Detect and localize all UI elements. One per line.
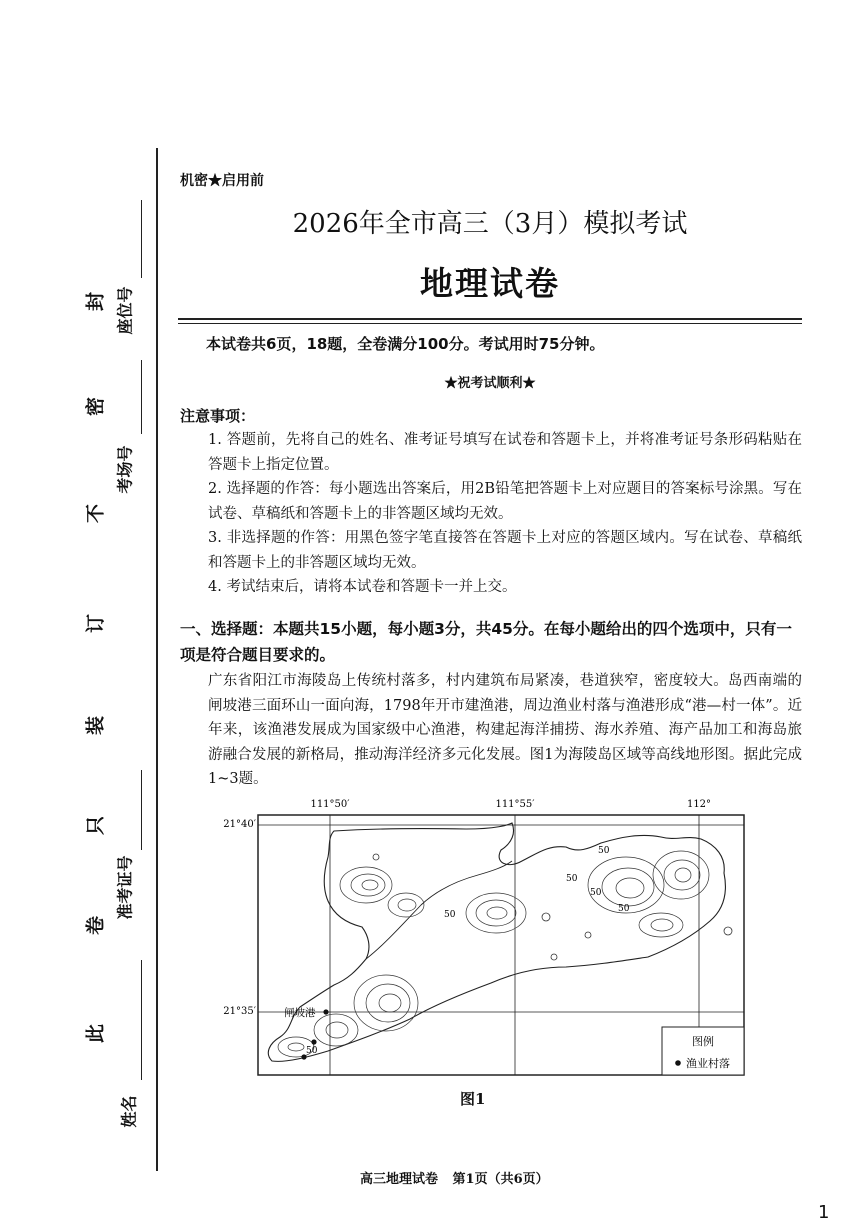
ticket-number-blank[interactable] — [141, 770, 142, 850]
title-divider — [178, 323, 802, 324]
contour-label: 50 — [598, 846, 610, 856]
ticket-number-label: 准考证号 — [115, 855, 135, 920]
name-label: 姓名 — [119, 1095, 139, 1128]
confidential-mark: 机密★启用前 — [180, 173, 264, 189]
longitude-label: 111°50′ — [310, 799, 350, 810]
page-number: 1 — [818, 1202, 830, 1223]
notice-item — [180, 428, 802, 477]
contour-label: 50 — [566, 874, 578, 884]
margin-seal-char: 卷 — [84, 916, 107, 936]
seat-number-blank[interactable] — [141, 200, 142, 278]
exam-info: 本试卷共6页，18题，全卷满分100分。考试用时75分钟。 — [206, 335, 605, 353]
harbor-label: 闸坡港 — [284, 1007, 316, 1019]
exam-title: 2026年全市高三（3月）模拟考试 — [292, 209, 688, 239]
section-heading: 一、选择题：本题共15小题，每小题3分，共45分。在每小题给出的四个选项中，只有一项是符合题目要求的。 — [180, 620, 792, 664]
notice-item-text: 2. 选择题的作答：每小题选出答案后，用2B铅笔把答题卡上对应题目的答案标号涂黑。写在试卷、草稿纸和答题卡上的非答题区域均无效。 — [208, 481, 802, 522]
notice-item-text: 4. 考试结束后，请将本试卷和答题卡一并上交。 — [208, 579, 517, 595]
title-divider — [178, 318, 802, 320]
contour-label: 50 — [618, 904, 630, 914]
notice-title: 注意事项： — [180, 407, 256, 425]
margin-seal-char: 装 — [84, 716, 107, 736]
contour-hill-northwest — [340, 867, 424, 917]
good-luck-text: ★祝考试顺利★ — [444, 376, 536, 391]
passage-text: 广东省阳江市海陵岛上传统村落多，村内建筑布局紧凑，巷道狭窄，密度较大。岛西南端的闸坡港三面环山一面向海，1798年开市建渔港，周边渔业村落与渔港形成“港—村一体”。近年来，该渔港发展成为国家级中心渔港，构建起海洋捕捞、海水养殖、海产品加工和海岛旅游融合发展的新格局，推动海洋经济多元化发展。图1为海陵岛区域等高线地形图。据此完成1~3题。 — [208, 673, 802, 787]
figure-caption: 图1 — [460, 1090, 486, 1108]
subject-title: 地理试卷 — [420, 264, 560, 303]
legend-dot — [675, 1060, 681, 1066]
contour-label: 50 — [306, 1046, 318, 1056]
margin-seal-char: 封 — [84, 292, 107, 312]
island-coastline — [268, 823, 725, 1061]
notice-item-text: 1. 答题前，先将自己的姓名、准考证号填写在试卷和答题卡上，并将准考证号条形码粘贴在答题卡上指定位置。 — [208, 432, 802, 473]
margin-seal-char: 密 — [84, 397, 107, 417]
contour-label: 50 — [444, 910, 456, 920]
question-passage — [180, 669, 802, 792]
notice-item — [180, 575, 802, 600]
contour-label: 50 — [590, 888, 602, 898]
margin-seal-char: 订 — [84, 614, 107, 634]
legend-item: 渔业村落 — [686, 1057, 730, 1070]
contour-hill-east — [588, 851, 709, 937]
latitude-label: 21°40′ — [223, 819, 256, 830]
notice-item — [180, 477, 802, 526]
longitude-label: 111°55′ — [495, 799, 535, 810]
margin-seal-char: 此 — [84, 1024, 107, 1044]
margin-seal-char: 不 — [84, 504, 107, 524]
notice-item-text: 3. 非选择题的作答：用黑色签字笔直接答在答题卡上对应的答题区域内。写在试卷、草稿纸和答题卡上的非答题区域均无效。 — [208, 530, 802, 571]
contour-hill-center — [466, 893, 526, 933]
binding-line — [156, 148, 158, 1171]
small-islets — [373, 854, 732, 960]
margin-seal-char: 只 — [84, 816, 107, 836]
longitude-label: 112° — [686, 799, 712, 810]
contour-map — [216, 795, 756, 1080]
exam-room-label: 考场号 — [115, 445, 135, 494]
legend-title: 图例 — [692, 1035, 714, 1048]
page-footer: 高三地理试卷 第1页（共6页） — [360, 1172, 549, 1187]
name-blank[interactable] — [141, 960, 142, 1080]
exam-room-blank[interactable] — [141, 360, 142, 434]
notice-item — [180, 526, 802, 575]
latitude-label: 21°35′ — [223, 1006, 256, 1017]
seat-number-label: 座位号 — [115, 286, 135, 335]
